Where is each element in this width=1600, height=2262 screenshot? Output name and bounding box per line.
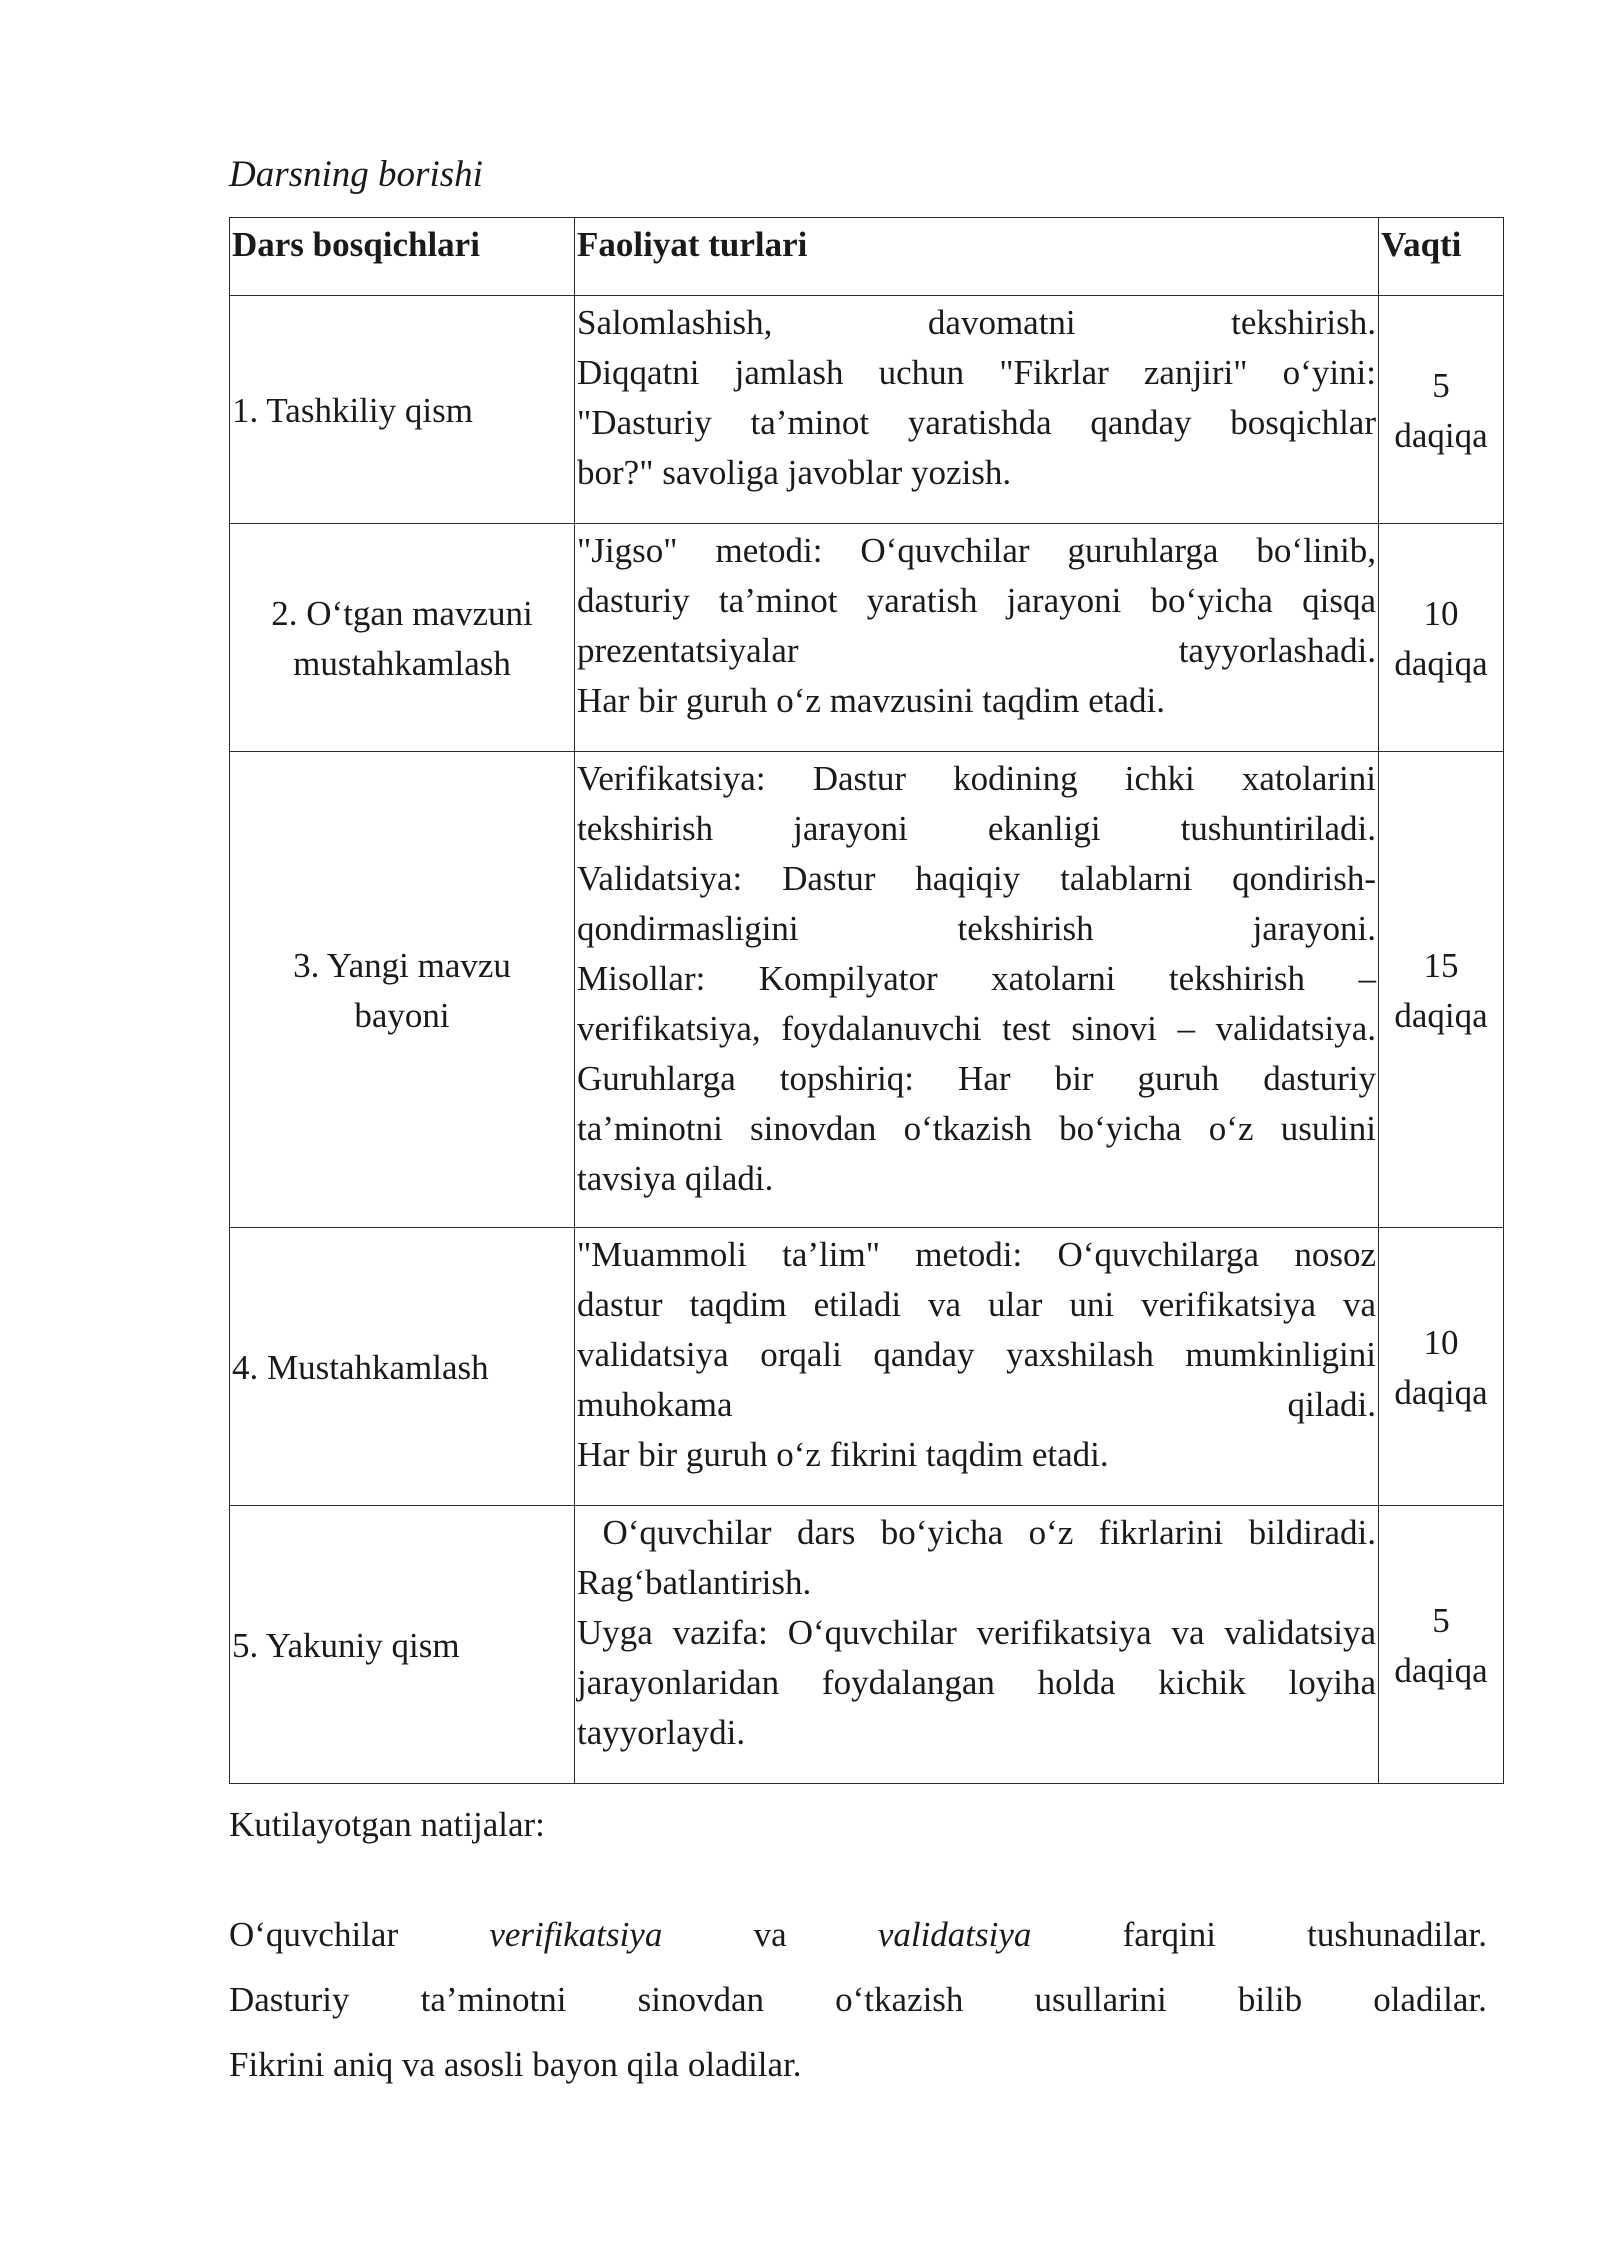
time-unit: daqiqa <box>1394 1650 1488 1690</box>
table-row <box>230 1506 1504 1784</box>
activity-cell <box>575 1228 1379 1506</box>
results-word: O‘quvchilar <box>229 1915 399 1954</box>
table-row <box>230 524 1504 752</box>
stage-cell: 5. Yakuniy qism <box>230 1506 575 1784</box>
activity-cell <box>575 524 1379 752</box>
time-cell <box>1379 524 1504 752</box>
section-heading: Darsning borishi <box>229 154 483 195</box>
results-word: verifikatsiya <box>489 1915 663 1954</box>
activity-line: Salomlashish, davomatni tekshirish. <box>577 303 1376 342</box>
header-activities: Faoliyat turlari <box>575 218 1379 296</box>
results-word: tushunadilar. <box>1307 1915 1487 1954</box>
table-row <box>230 752 1504 1228</box>
stage-line: mustahkamlash <box>293 643 511 683</box>
time-unit: daqiqa <box>1394 643 1488 683</box>
stage-cell: 1. Tashkiliy qism <box>230 296 575 524</box>
time-cell <box>1379 752 1504 1228</box>
header-stages: Dars bosqichlari <box>230 218 575 296</box>
table-header-row <box>230 218 1504 296</box>
time-unit: daqiqa <box>1394 995 1488 1035</box>
activity-line: tayyorlaydi. <box>577 1713 746 1752</box>
activity-line: Misollar: Kompilyator xatolarni tekshirish – <box>577 959 1376 998</box>
activity-line: Verifikatsiya: Dastur kodining ichki xatolarini <box>577 759 1376 798</box>
activity-cell <box>575 752 1379 1228</box>
time-value: 5 <box>1432 365 1450 405</box>
stage-line: bayoni <box>354 995 450 1035</box>
activity-line: jarayonlaridan foydalangan holda kichik loyiha <box>577 1663 1376 1702</box>
header-time: Vaqti <box>1379 218 1504 296</box>
time-cell <box>1379 296 1504 524</box>
results-word: bilib <box>1237 1980 1303 2019</box>
results-line <box>229 1967 1487 2032</box>
activity-line: bor?" savoliga javoblar yozish. <box>577 453 1012 492</box>
stage-line: 3. Yangi mavzu <box>293 945 511 985</box>
results-word: farqini <box>1122 1915 1216 1954</box>
time-cell <box>1379 1228 1504 1506</box>
activity-line: "Muammoli ta’lim" metodi: O‘quvchilarga nosoz <box>577 1235 1376 1274</box>
activity-line: Guruhlarga topshiriq: Har bir guruh dasturiy <box>577 1059 1376 1098</box>
activity-line: prezentatsiyalar tayyorlashadi. <box>577 631 1376 670</box>
results-word: va <box>753 1915 787 1954</box>
stage-cell: 4. Mustahkamlash <box>230 1228 575 1506</box>
results-word: Dasturiy <box>229 1980 350 2019</box>
time-value: 10 <box>1423 1322 1459 1362</box>
results-label: Kutilayotgan natijalar: <box>229 1805 545 1844</box>
activity-line: Har bir guruh o‘z mavzusini taqdim etadi. <box>577 681 1166 720</box>
lesson-plan-table <box>229 217 1504 1784</box>
activity-line: Har bir guruh o‘z fikrini taqdim etadi. <box>577 1435 1109 1474</box>
stage-line: 2. O‘tgan mavzuni <box>271 593 533 633</box>
activity-cell <box>575 1506 1379 1784</box>
activity-line: Diqqatni jamlash uchun "Fikrlar zanjiri" o‘yini: <box>577 353 1376 392</box>
activity-line: tavsiya qiladi. <box>577 1159 774 1198</box>
results-word: o‘tkazish <box>835 1980 964 2019</box>
activity-line: Rag‘batlantirish. <box>577 1563 812 1602</box>
results-line <box>229 2032 1487 2097</box>
time-unit: daqiqa <box>1394 415 1488 455</box>
time-cell <box>1379 1506 1504 1784</box>
expected-results <box>229 1902 1487 2097</box>
activity-line: dastur taqdim etiladi va ular uni verifikatsiya va <box>577 1285 1376 1324</box>
time-value: 5 <box>1432 1600 1450 1640</box>
activity-line: "Dasturiy ta’minot yaratishda qanday bosqichlar <box>577 403 1376 442</box>
results-word: validatsiya <box>877 1915 1032 1954</box>
results-word: sinovdan <box>637 1980 764 2019</box>
activity-line: Validatsiya: Dastur haqiqiy talablarni qondirish- <box>577 859 1376 898</box>
results-word: ta’minotni <box>420 1980 567 2019</box>
activity-line: validatsiya orqali qanday yaxshilash mumkinligini <box>577 1335 1376 1374</box>
activity-line: Uyga vazifa: O‘quvchilar verifikatsiya va validatsiya <box>577 1613 1376 1652</box>
activity-line: O‘quvchilar dars bo‘yicha o‘z fikrlarini bildiradi. <box>577 1513 1376 1552</box>
stage-cell <box>230 752 575 1228</box>
stage-cell <box>230 524 575 752</box>
table-row <box>230 1228 1504 1506</box>
activity-line: ta’minotni sinovdan o‘tkazish bo‘yicha o‘z usulini <box>577 1109 1376 1148</box>
time-unit: daqiqa <box>1394 1372 1488 1412</box>
results-line <box>229 1902 1487 1967</box>
activity-line: dasturiy ta’minot yaratish jarayoni bo‘yicha qisqa <box>577 581 1376 620</box>
activity-line: muhokama qiladi. <box>577 1385 1376 1424</box>
activity-line: "Jigso" metodi: O‘quvchilar guruhlarga bo‘linib, <box>577 531 1376 570</box>
activity-line: tekshirish jarayoni ekanligi tushuntiriladi. <box>577 809 1376 848</box>
activity-line: verifikatsiya, foydalanuvchi test sinovi – validatsiya. <box>577 1009 1376 1048</box>
time-value: 15 <box>1423 945 1459 985</box>
results-sentence: Fikrini aniq va asosli bayon qila oladilar. <box>229 2045 802 2084</box>
time-value: 10 <box>1423 593 1459 633</box>
activity-cell <box>575 296 1379 524</box>
results-word: oladilar. <box>1373 1980 1487 2019</box>
activity-line: qondirmasligini tekshirish jarayoni. <box>577 909 1376 948</box>
results-word: usullarini <box>1034 1980 1167 2019</box>
table-row <box>230 296 1504 524</box>
